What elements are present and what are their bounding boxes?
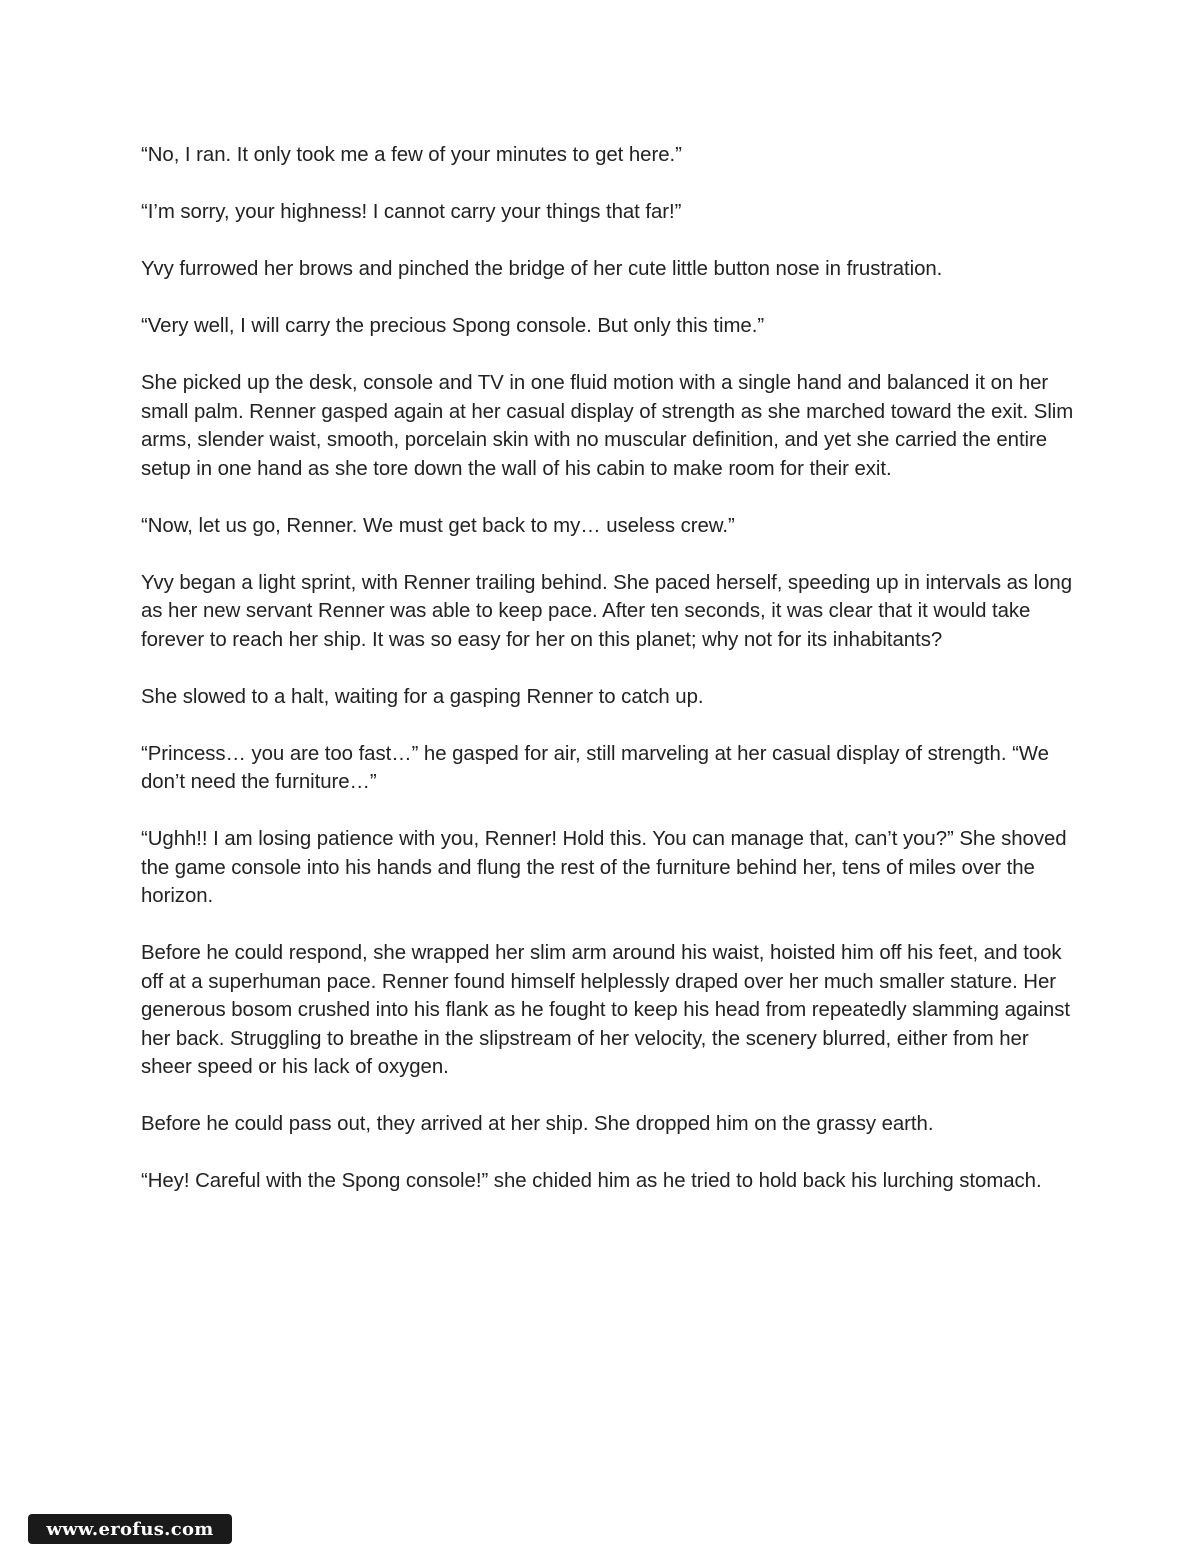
paragraph-12: Before he could pass out, they arrived at her ship. She dropped him on the grassy earth. — [141, 1113, 934, 1135]
paragraph-3: Yvy furrowed her brows and pinched the bridge of her cute little button nose in frustration. — [141, 258, 943, 280]
paragraph-9: “Princess… you are too fast…” he gasped for air, still marveling at her casual display of strength. “We don’t need the furniture…” — [141, 742, 1049, 793]
paragraph-6: “Now, let us go, Renner. We must get back to my… useless crew.” — [141, 514, 735, 537]
paragraph-5: She picked up the desk, console and TV in one fluid motion with a single hand and balanced it on her small palm. Renner gasped again at her casual display of strength as she marched toward the exit. Slim arms, slender waist, smooth, porcelain skin with no muscular definition, and yet she carried the entire setup in one hand as she tore down the wall of his cabin to make room for their exit. — [141, 372, 1074, 480]
paragraph-13: “Hey! Careful with the Spong console!” she chided him as he tried to hold back his lurching stomach. — [141, 1170, 1042, 1192]
document-page — [141, 141, 1076, 1224]
paragraph-2: “I’m sorry, your highness! I cannot carry your things that far!” — [141, 201, 682, 223]
site-watermark: www.erofus.com — [28, 1514, 232, 1544]
paragraph-8: She slowed to a halt, waiting for a gasping Renner to catch up. — [141, 685, 704, 708]
paragraph-11: Before he could respond, she wrapped her slim arm around his waist, hoisted him off his feet, and took off at a superhuman pace. Renner found himself helplessly draped over her much smaller stature. Her generous bosom crushed into his flank as he fought to keep his head from repeatedly slamming against her back. Struggling to breathe in the slipstream of her velocity, the scenery blurred, either from her sheer speed or his lack of oxygen. — [141, 942, 1070, 1078]
paragraph-4: “Very well, I will carry the precious Spong console. But only this time.” — [141, 315, 765, 337]
paragraph-7: Yvy began a light sprint, with Renner trailing behind. She paced herself, speeding up in intervals as long as her new servant Renner was able to keep pace. After ten seconds, it was clear that it would take forever to reach her ship. It was so easy for her on this planet; why not for its inhabitants? — [141, 571, 1072, 651]
paragraph-1: “No, I ran. It only took me a few of your minutes to get here.” — [141, 144, 682, 166]
paragraph-10: “Ughh!! I am losing patience with you, Renner! Hold this. You can manage that, can’t you?” She shoved the game console into his hands and flung the rest of the furniture behind her, tens of miles over the horizon. — [141, 828, 1067, 907]
